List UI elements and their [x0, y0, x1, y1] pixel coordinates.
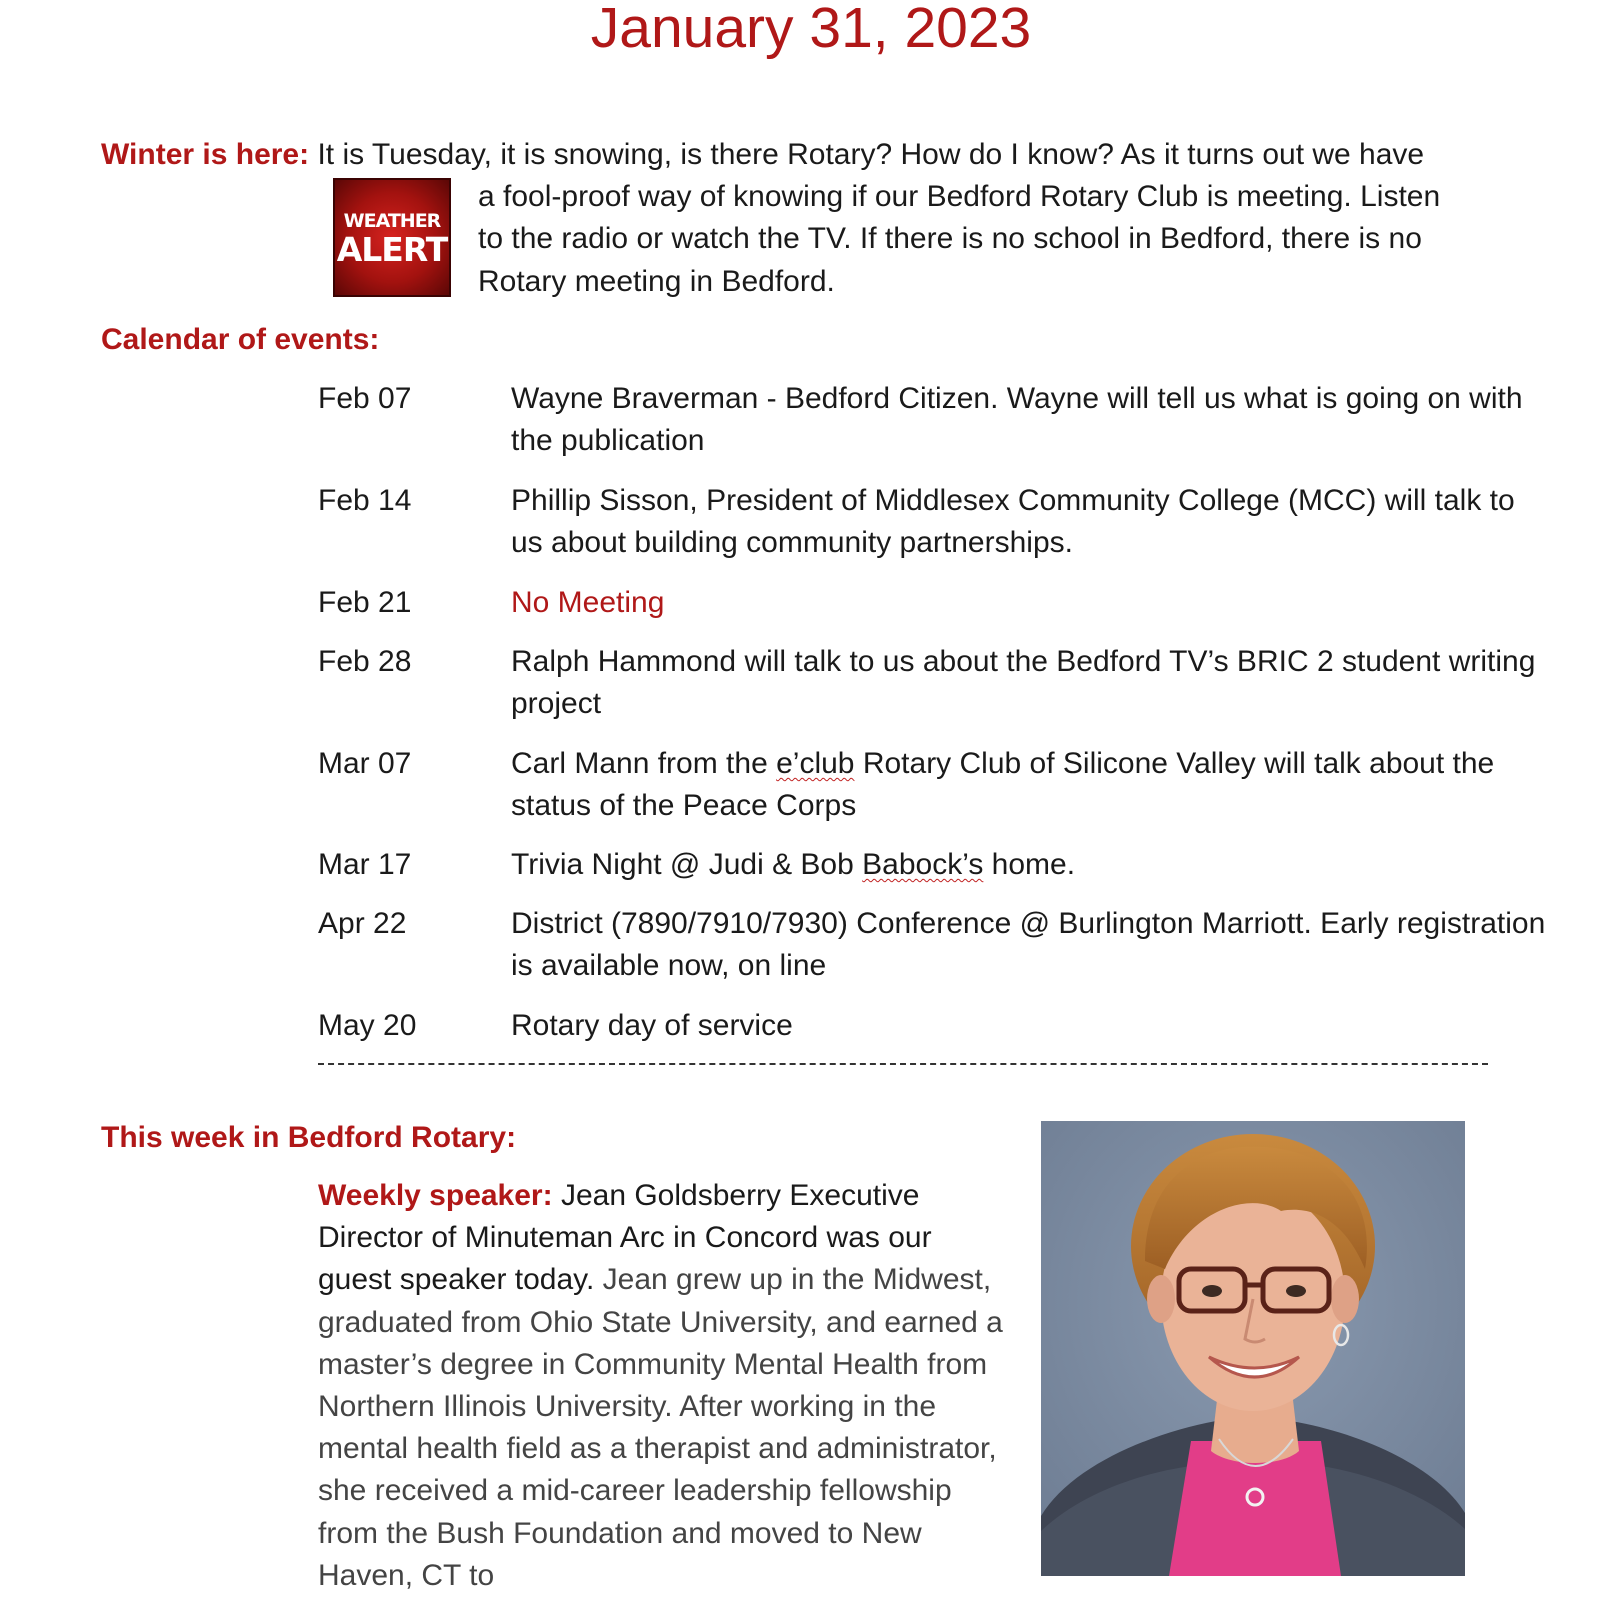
calendar-event-date: Apr 22	[318, 907, 407, 940]
calendar-event-date: Mar 07	[318, 747, 412, 780]
calendar-event-date: Feb 07	[318, 382, 412, 415]
section-divider	[318, 1063, 1488, 1065]
weekly-speaker-bio: Jean grew up in the Midwest, graduated from Ohio State University, and earned a master’s degree in Community Mental Health from Northern Illinois University. After working in the mental health field as a therapist and administrator, she received a mid-career leadership fellowship from the Bush Foundation and moved to New Haven, CT to	[318, 1263, 1003, 1592]
speaker-portrait-illustration	[1041, 1121, 1465, 1576]
calendar-event-description: Rotary day of service	[511, 1009, 793, 1042]
winter-heading: Winter is here:	[101, 138, 310, 171]
speaker-photo	[1041, 1121, 1465, 1576]
weather-alert-bottom-text: ALERT	[336, 230, 448, 269]
winter-first-line	[101, 134, 1424, 176]
event-text: Rotary Club of Silicone Valley will talk about the status of the Peace Corps	[511, 747, 1495, 822]
winter-text-line-4: Rotary meeting in Bedford.	[478, 265, 835, 298]
weekly-speaker-intro: Jean Goldsberry Executive Director of Minuteman Arc in Concord was our guest speaker today.	[318, 1179, 932, 1297]
calendar-event-description	[511, 743, 1551, 827]
winter-text-line-3: to the radio or watch the TV. If there is no school in Bedford, there is no	[478, 222, 1422, 255]
event-text: Trivia Night @ Judi & Bob	[511, 848, 863, 881]
calendar-event-date: May 20	[318, 1009, 417, 1042]
calendar-event-no-meeting: No Meeting	[511, 586, 665, 619]
event-text: Carl Mann from the	[511, 747, 777, 780]
calendar-event-description: Ralph Hammond will talk to us about the Bedford TV’s BRIC 2 student writing project	[511, 645, 1536, 720]
weather-alert-top-text: WEATHER	[343, 210, 441, 232]
spellcheck-flagged-word: e’club	[776, 747, 855, 780]
calendar-event-date: Mar 17	[318, 848, 412, 881]
weather-alert-image	[333, 178, 451, 297]
winter-text-line-2: a fool-proof way of knowing if our Bedford Rotary Club is meeting. Listen	[478, 180, 1441, 213]
calendar-event-date: Feb 21	[318, 586, 412, 619]
calendar-event-description: Phillip Sisson, President of Middlesex Community College (MCC) will talk to us about building community partnerships.	[511, 484, 1515, 559]
calendar-event-description: Wayne Braverman - Bedford Citizen. Wayne will tell us what is going on with the publication	[511, 382, 1523, 457]
calendar-heading: Calendar of events:	[101, 323, 380, 356]
calendar-event-description: District (7890/7910/7930) Conference @ Burlington Marriott. Early registration is available now, on line	[511, 907, 1546, 982]
calendar-event-description	[511, 844, 1551, 886]
weekly-speaker-label: Weekly speaker:	[318, 1179, 553, 1212]
weekly-speaker-paragraph	[318, 1175, 1008, 1597]
this-week-heading: This week in Bedford Rotary:	[101, 1121, 517, 1154]
newsletter-date: January 31, 2023	[590, 0, 1032, 60]
spellcheck-flagged-word: Babock’s	[862, 848, 984, 881]
calendar-event-date: Feb 14	[318, 484, 412, 517]
calendar-event-date: Feb 28	[318, 645, 412, 678]
winter-text-line-1: It is Tuesday, it is snowing, is there Rotary? How do I know? As it turns out we have	[317, 138, 1425, 171]
event-text: home.	[983, 848, 1076, 881]
